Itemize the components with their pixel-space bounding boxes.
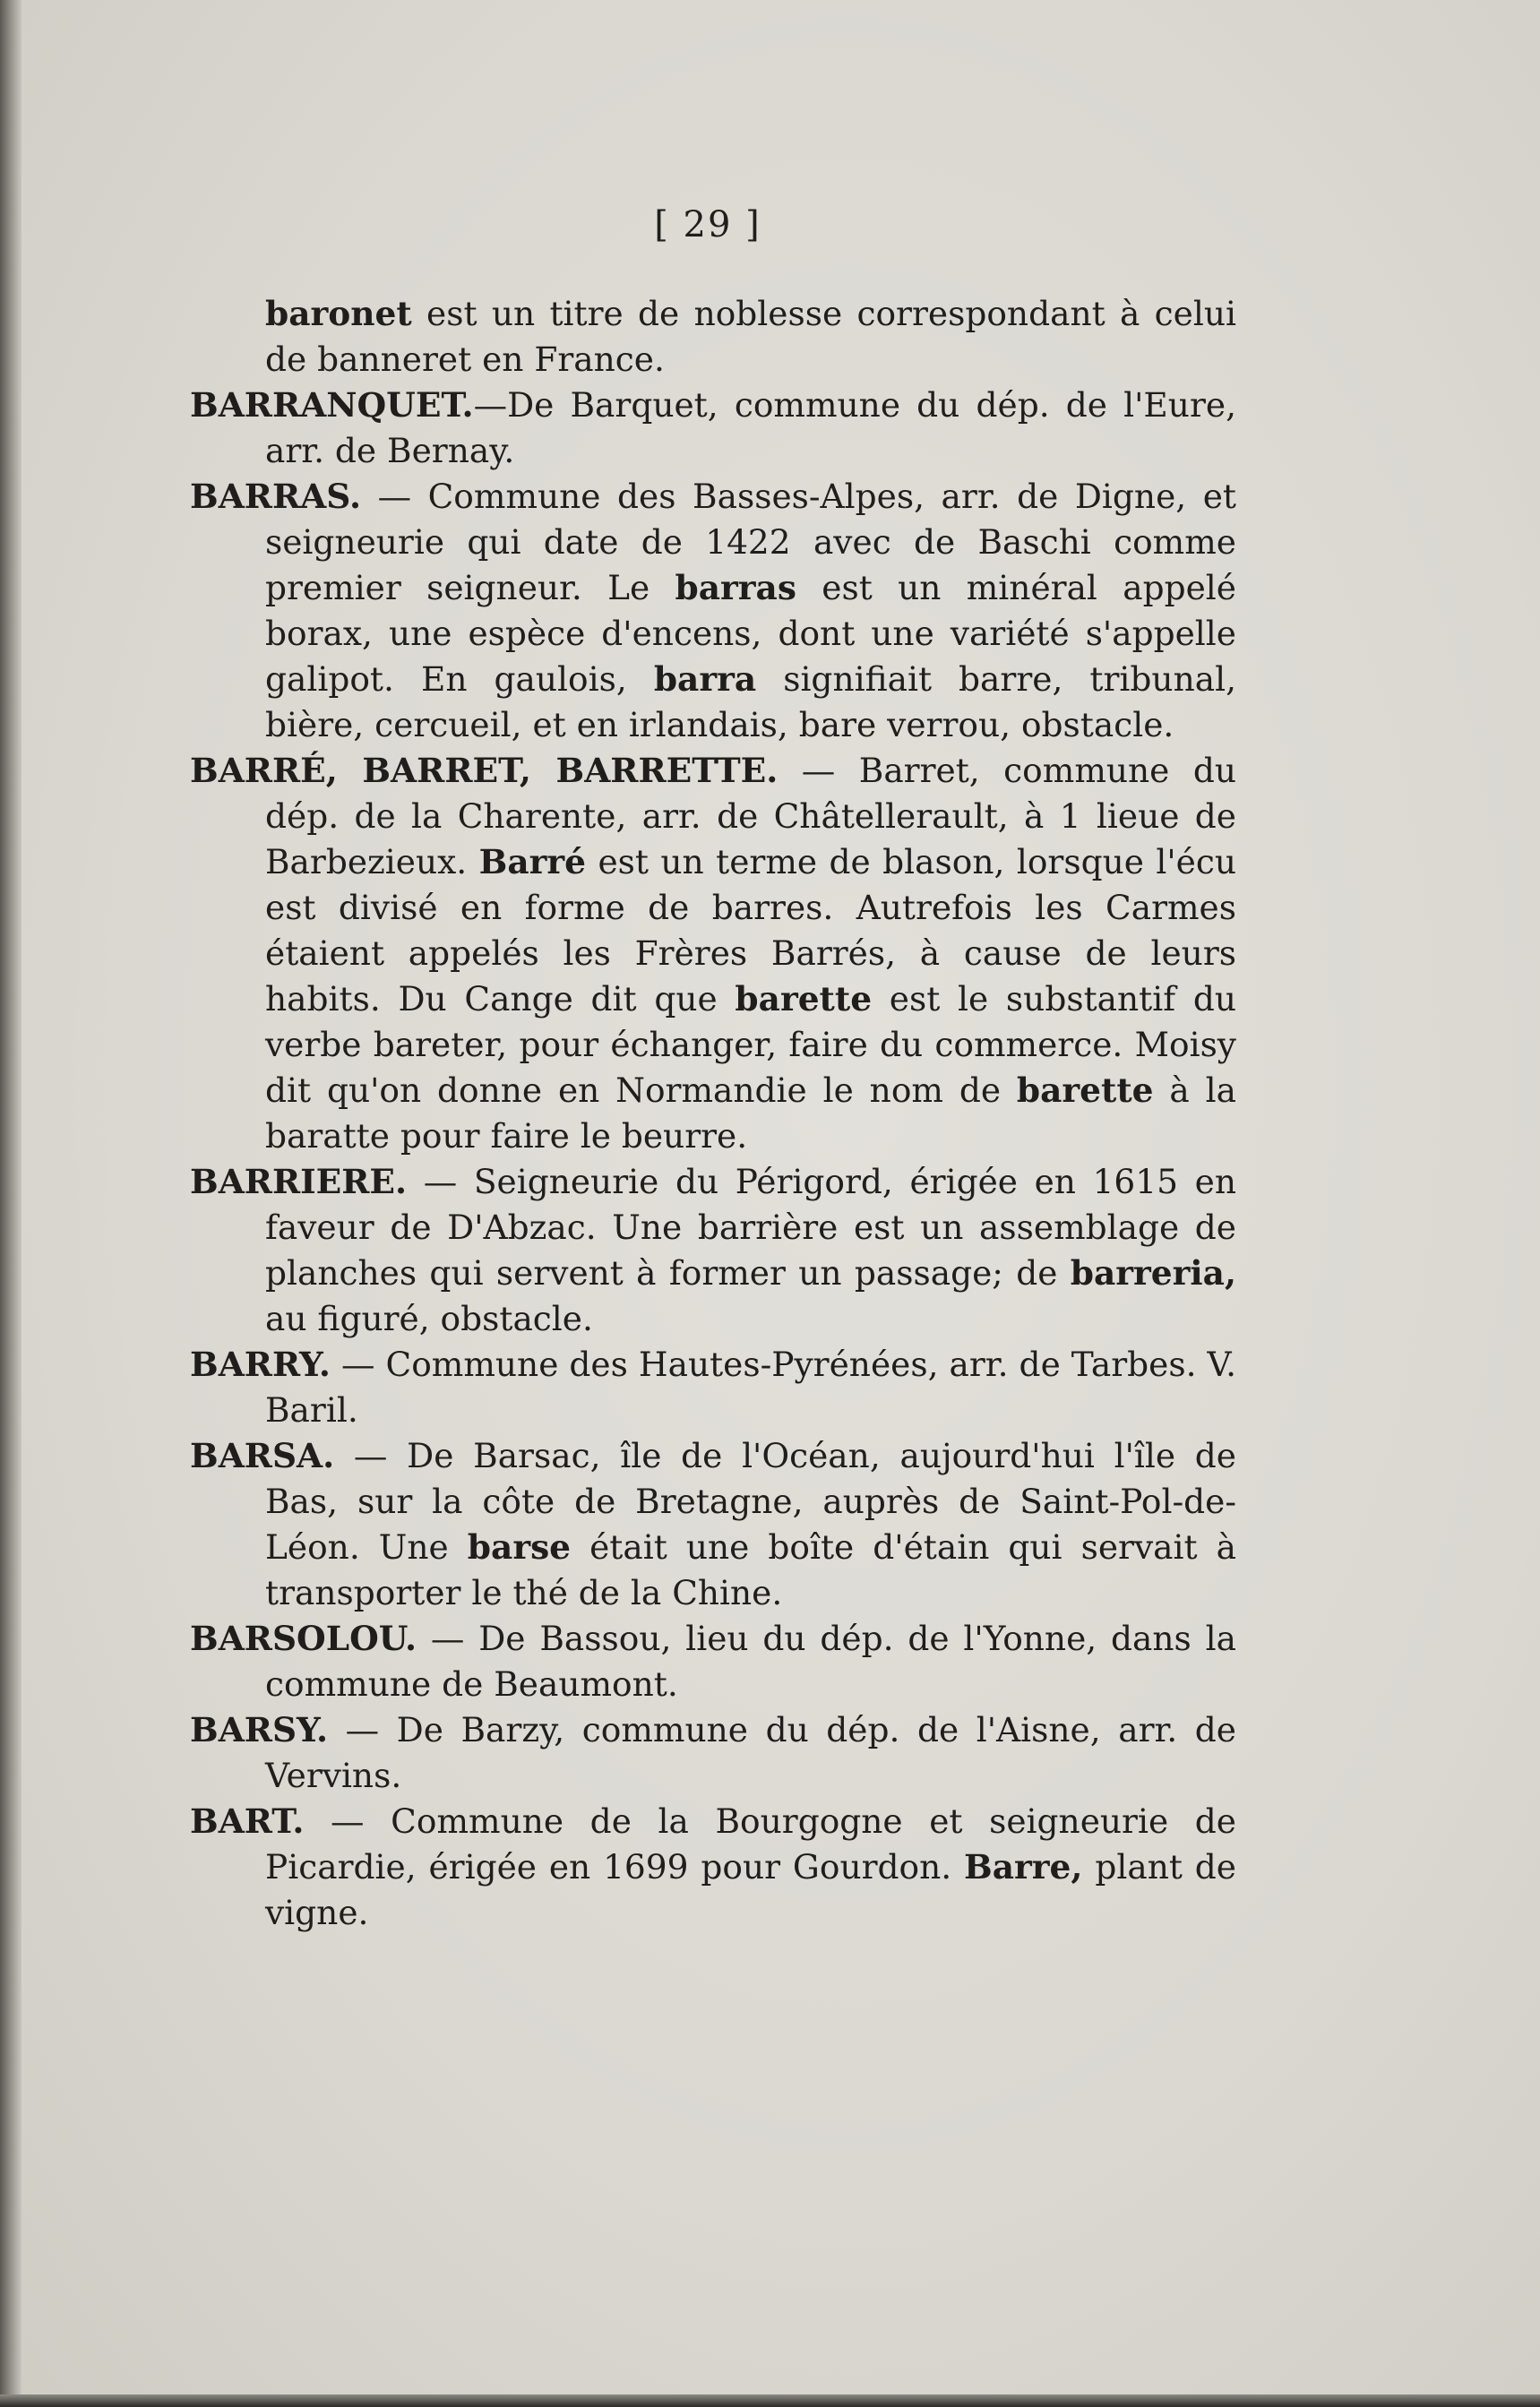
entry-bold-term: baronet bbox=[265, 294, 412, 333]
entry-headword: BARRANQUET. bbox=[190, 385, 474, 425]
entry-bold-term: barreria, bbox=[1070, 1253, 1236, 1293]
dictionary-text bbox=[190, 291, 1236, 1936]
entry-bold-term: barette bbox=[735, 979, 873, 1019]
page-number: [ 29 ] bbox=[654, 204, 761, 245]
entry-headword: BARRIERE. bbox=[190, 1162, 408, 1201]
entry-headword: BARSA. bbox=[190, 1436, 335, 1475]
entry-headword: BARRÉ, BARRET, BARRETTE. bbox=[190, 751, 779, 790]
entry-headword: BARSOLOU. bbox=[190, 1619, 417, 1658]
entry-headword: BARRAS. bbox=[190, 477, 362, 516]
entry-bold-term: Barre, bbox=[964, 1847, 1083, 1887]
entry-barsa: BARSA. — De Barsac, île de l'Océan, aujourd'hui l'île de Bas, sur la côte de Bretagne, auprès de Saint-Pol-de-Léon. Une barse était une boîte d'étain qui servait à transporter le thé de la Chine. bbox=[190, 1436, 1236, 1612]
entry-headword: BARRY. bbox=[190, 1345, 331, 1384]
entry-bold-term: barette bbox=[1016, 1070, 1154, 1110]
entry-barsolou: BARSOLOU. — De Bassou, lieu du dép. de l'Yonne, dans la commune de Beaumont. bbox=[190, 1619, 1236, 1704]
entry-barsy: BARSY. — De Barzy, commune du dép. de l'Aisne, arr. de Vervins. bbox=[190, 1710, 1236, 1795]
entry-bart: BART. — Commune de la Bourgogne et seigneurie de Picardie, érigée en 1699 pour Gourdon. Barre, plant de vigne. bbox=[190, 1801, 1236, 1932]
entry-bold-term: barra bbox=[653, 659, 757, 699]
entry-bold-term: barse bbox=[467, 1527, 572, 1567]
entry-barras: BARRAS. — Commune des Basses-Alpes, arr. de Digne, et seigneurie qui date de 1422 avec de Baschi comme premier seigneur. Le barras est un minéral appelé borax, une espèce d'encens, dont une variété s'appelle galipot. En gaulois, barra signifiait barre, tribunal, bière, cercueil, et en irlandais, bare verrou, obstacle. bbox=[190, 477, 1236, 744]
entry-headword: BART. bbox=[190, 1801, 305, 1841]
entry-barre: BARRÉ, BARRET, BARRETTE. — Barret, commune du dép. de la Charente, arr. de Châtellerault, à 1 lieue de Barbezieux. Barré est un terme de blason, lorsque l'écu est divisé en forme de barres. Autrefois les Carmes étaient appelés les Frères Barrés, à cause de leurs habits. Du Cange dit que barette est le substantif du verbe bareter, pour échanger, faire du commerce. Moisy dit qu'on donne en Normandie le nom de barette à la baratte pour faire le beurre. bbox=[190, 751, 1236, 1156]
entry-bold-term: barras bbox=[675, 568, 796, 607]
entry-barry: BARRY. — Commune des Hautes-Pyrénées, arr. de Tarbes. V. Baril. bbox=[190, 1345, 1236, 1430]
page-bottom-edge bbox=[0, 2394, 1540, 2407]
entry-baronet-continuation: baronet est un titre de noblesse correspondant à celui de banneret en France. bbox=[265, 294, 1236, 379]
entry-headword: BARSY. bbox=[190, 1710, 329, 1749]
binding-shadow bbox=[0, 0, 22, 2407]
entry-barranquet: BARRANQUET.—De Barquet, commune du dép. de l'Eure, arr. de Bernay. bbox=[190, 385, 1236, 470]
entry-bold-term: Barré bbox=[478, 842, 587, 881]
entry-barriere: BARRIERE. — Seigneurie du Périgord, érigée en 1615 en faveur de D'Abzac. Une barrière est un assemblage de planches qui servent à former un passage; de barreria, au figuré, obstacle. bbox=[190, 1162, 1236, 1338]
